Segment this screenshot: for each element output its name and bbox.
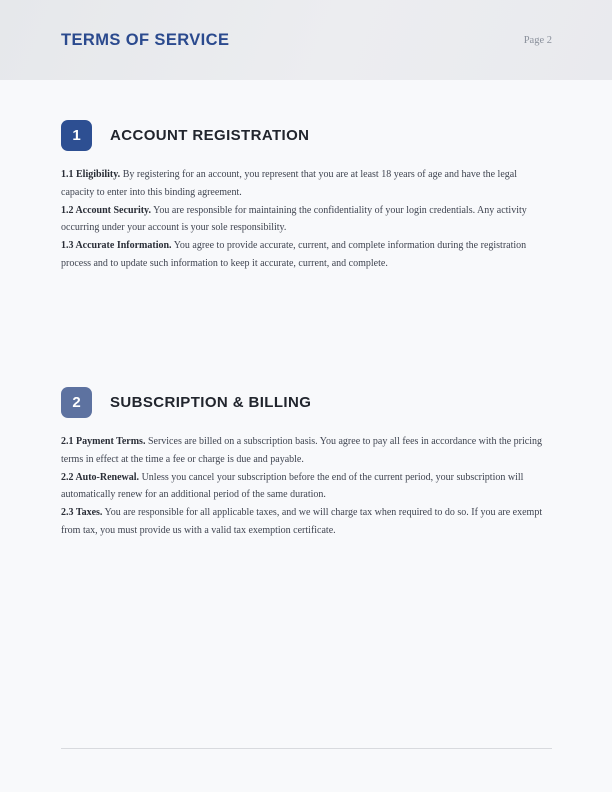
clause-text: Unless you cancel your subscription before the end of the current period, your subscription will automatically renew for an additional period of the same duration. <box>61 471 524 501</box>
section-title: ACCOUNT REGISTRATION <box>110 127 310 144</box>
page-header <box>0 0 612 80</box>
section-2 <box>61 387 552 540</box>
clause <box>61 237 552 273</box>
clause-text: You are responsible for all applicable taxes, and we will charge tax when required to do so. If you are exempt from tax, you must provide us with a valid tax exemption certificate. <box>61 507 543 536</box>
clause-list <box>61 166 552 273</box>
clause-label: 2.3 Taxes. <box>61 507 103 519</box>
document-title: TERMS OF SERVICE <box>61 30 230 49</box>
clause-text: By registering for an account, you represent that you are at least 18 years of age and have the legal capacity to enter into this binding agreement. <box>61 169 517 198</box>
clause <box>61 202 552 238</box>
clause-label: 1.1 Eligibility. <box>61 169 121 180</box>
clause-label: 1.3 Accurate Information. <box>61 240 172 252</box>
clause-label: 1.2 Account Security. <box>61 204 151 216</box>
clause-text: You agree to provide accurate, current, and complete information during the registration process and to update such information to keep it accurate, current, and complete. <box>61 240 527 269</box>
section-heading <box>61 387 552 418</box>
section-1 <box>61 120 552 273</box>
footer-divider <box>61 748 552 749</box>
section-title: SUBSCRIPTION & BILLING <box>110 394 312 411</box>
clause <box>61 504 552 540</box>
clause-label: 2.1 Payment Terms. <box>61 436 146 447</box>
section-number-badge: 2 <box>61 387 92 418</box>
clause-text: Services are billed on a subscription basis. You agree to pay all fees in accordance with the pricing terms in effect at the time a fee or charge is due and payable. <box>61 436 543 465</box>
clause <box>61 166 552 202</box>
section-heading <box>61 120 552 151</box>
clause-list <box>61 433 552 540</box>
section-number-badge: 1 <box>61 120 92 151</box>
clause <box>61 433 552 469</box>
page-number: Page 2 <box>523 34 552 46</box>
clause <box>61 469 552 505</box>
clause-label: 2.2 Auto-Renewal. <box>61 471 140 483</box>
clause-text: You are responsible for maintaining the confidentiality of your login credentials. Any activity occurring under your account is your sole responsibility. <box>61 204 527 234</box>
